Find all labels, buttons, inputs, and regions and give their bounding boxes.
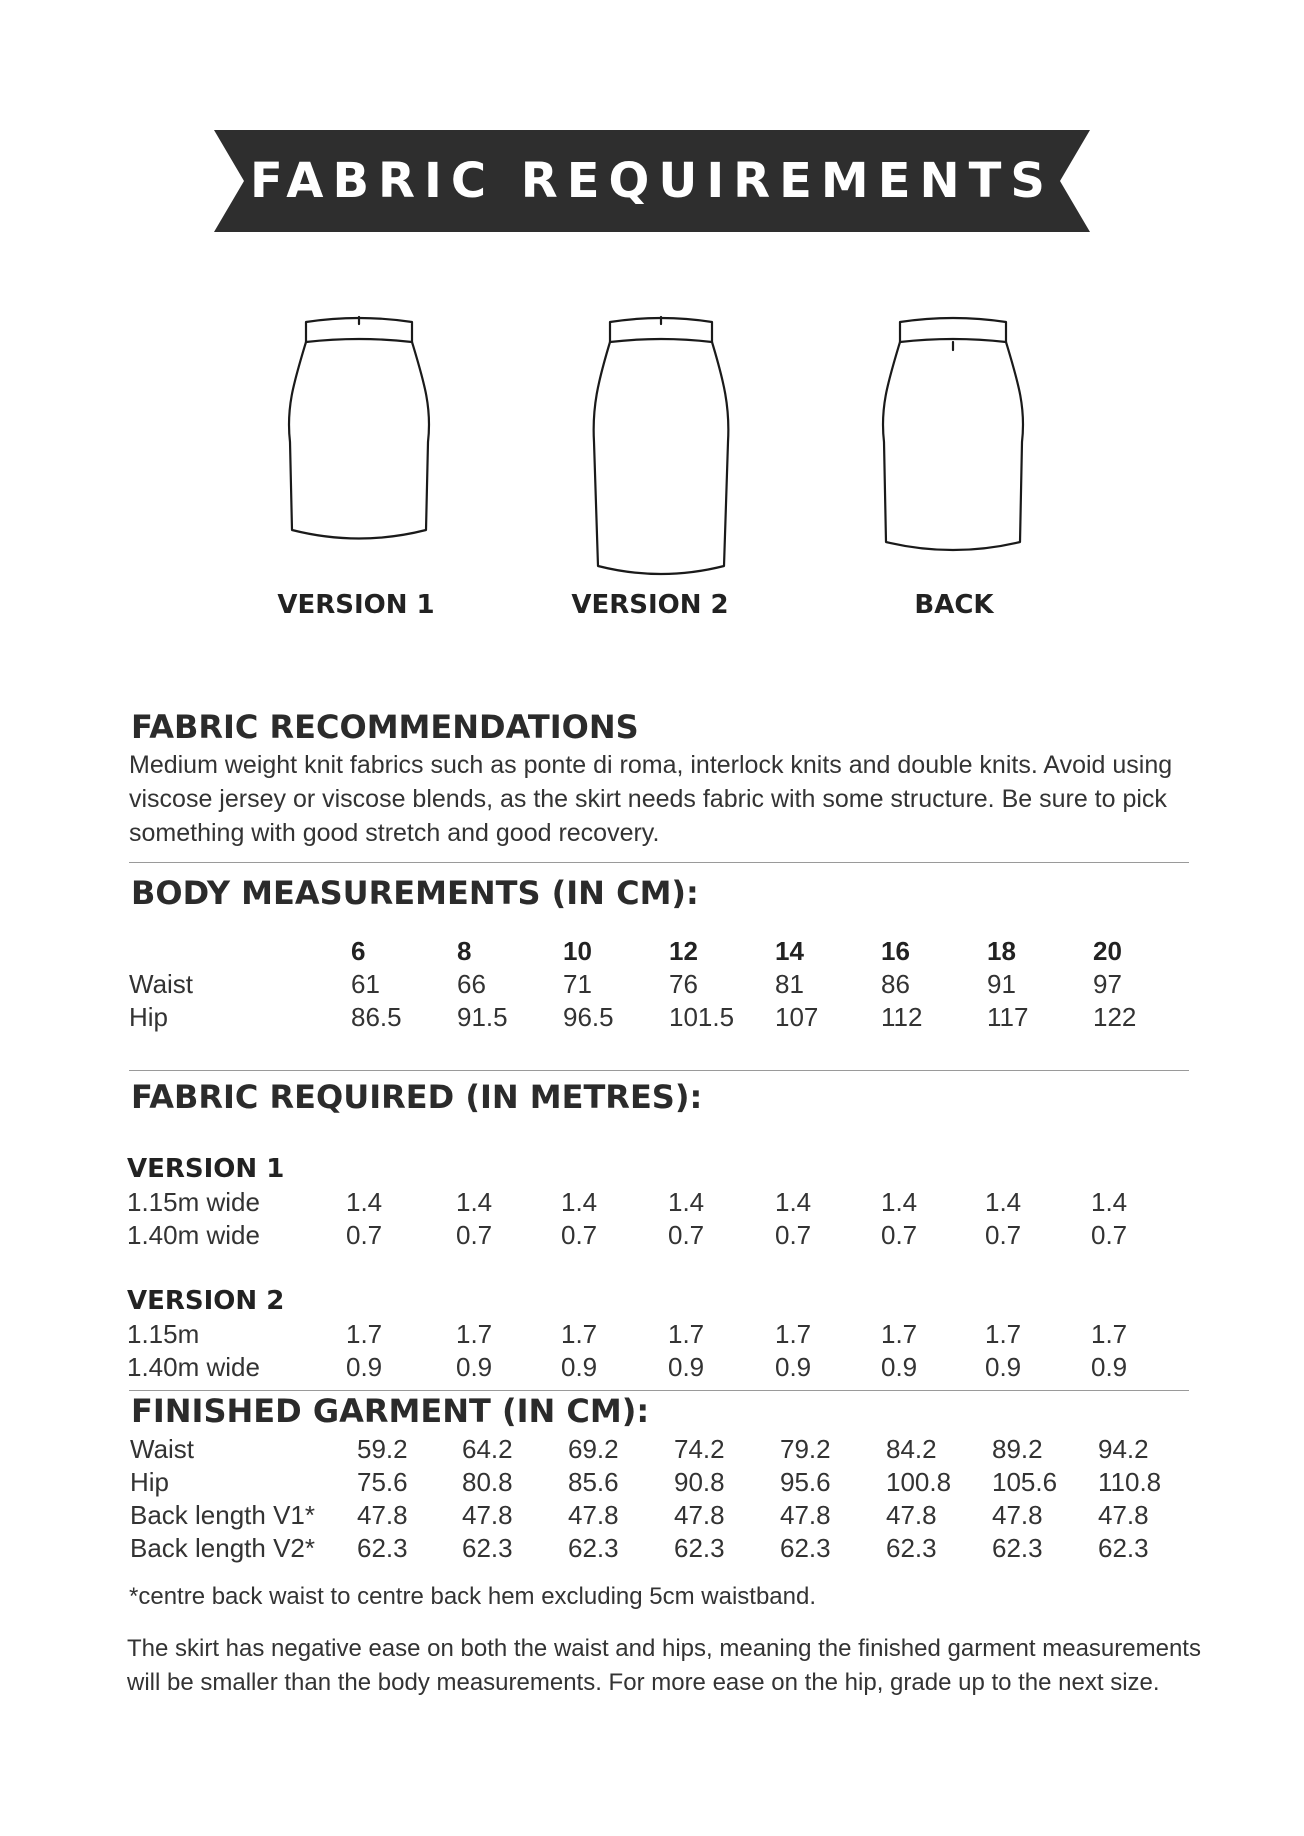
divider xyxy=(129,1390,1189,1391)
table-row: 1.40m wide 0.9 0.9 0.9 0.9 0.9 0.9 0.9 0.9 xyxy=(127,1352,1128,1382)
table-row: Back length V2* 62.3 62.3 62.3 62.3 62.3 62.3 62.3 62.3 xyxy=(130,1533,1149,1563)
ease-note: The skirt has negative ease on both the waist and hips, meaning the finished garment measurements will be smaller than the body measurements. For more ease on the hip, grade up to the next size. xyxy=(127,1635,1201,1696)
version-1-subheading: VERSION 1 xyxy=(127,1154,285,1184)
size-header-row xyxy=(0,936,1304,970)
size-header: 14 xyxy=(775,936,804,966)
title-banner xyxy=(214,130,1090,232)
size-header: 18 xyxy=(987,936,1016,966)
size-header: 12 xyxy=(669,936,698,966)
version-2-subheading: VERSION 2 xyxy=(127,1286,285,1316)
finished-garment-heading: FINISHED GARMENT (IN CM): xyxy=(131,1392,650,1430)
table-row: Hip 86.5 91.5 96.5 101.5 107 112 117 122 xyxy=(129,1002,1137,1032)
size-header: 6 xyxy=(351,936,366,966)
size-header: 10 xyxy=(563,936,592,966)
table-row: 1.15m wide 1.4 1.4 1.4 1.4 1.4 1.4 1.4 1.4 xyxy=(127,1187,1128,1217)
divider xyxy=(129,1070,1189,1071)
version-2-label: VERSION 2 xyxy=(571,590,729,620)
fabric-required-heading: FABRIC REQUIRED (IN METRES): xyxy=(131,1078,703,1116)
table-row: Back length V1* 47.8 47.8 47.8 47.8 47.8 47.8 47.8 47.8 xyxy=(130,1500,1149,1530)
fabric-recommendations-heading: FABRIC RECOMMENDATIONS xyxy=(131,708,639,746)
footnote: *centre back waist to centre back hem excluding 5cm waistband. xyxy=(129,1583,817,1610)
size-header: 16 xyxy=(881,936,910,966)
skirt-back-drawing xyxy=(880,312,1026,558)
page-title: FABRIC REQUIREMENTS xyxy=(250,153,1054,209)
size-header: 8 xyxy=(457,936,472,966)
table-row: Waist 61 66 71 76 81 86 91 97 xyxy=(129,969,1122,999)
fabric-recommendations-text: Medium weight knit fabrics such as ponte di roma, interlock knits and double knits. Avoid using viscose jersey or viscose blends, as the skirt needs fabric with some structure. Be sure to pick something with good stretch and good recovery. xyxy=(129,751,1173,847)
body-measurements-heading: BODY MEASUREMENTS (IN CM): xyxy=(131,874,699,912)
skirt-version-1-drawing xyxy=(286,312,432,544)
divider xyxy=(129,862,1189,863)
size-header: 20 xyxy=(1093,936,1122,966)
table-row: Hip 75.6 80.8 85.6 90.8 95.6 100.8 105.6 110.8 xyxy=(130,1467,1162,1497)
table-row: 1.15m 1.7 1.7 1.7 1.7 1.7 1.7 1.7 1.7 xyxy=(127,1319,1128,1349)
table-row: 1.40m wide 0.7 0.7 0.7 0.7 0.7 0.7 0.7 0.7 xyxy=(127,1220,1128,1250)
back-label: BACK xyxy=(914,590,994,620)
skirt-version-2-drawing xyxy=(588,312,734,580)
version-1-label: VERSION 1 xyxy=(277,590,435,620)
table-row: Waist 59.2 64.2 69.2 74.2 79.2 84.2 89.2 94.2 xyxy=(130,1434,1149,1464)
